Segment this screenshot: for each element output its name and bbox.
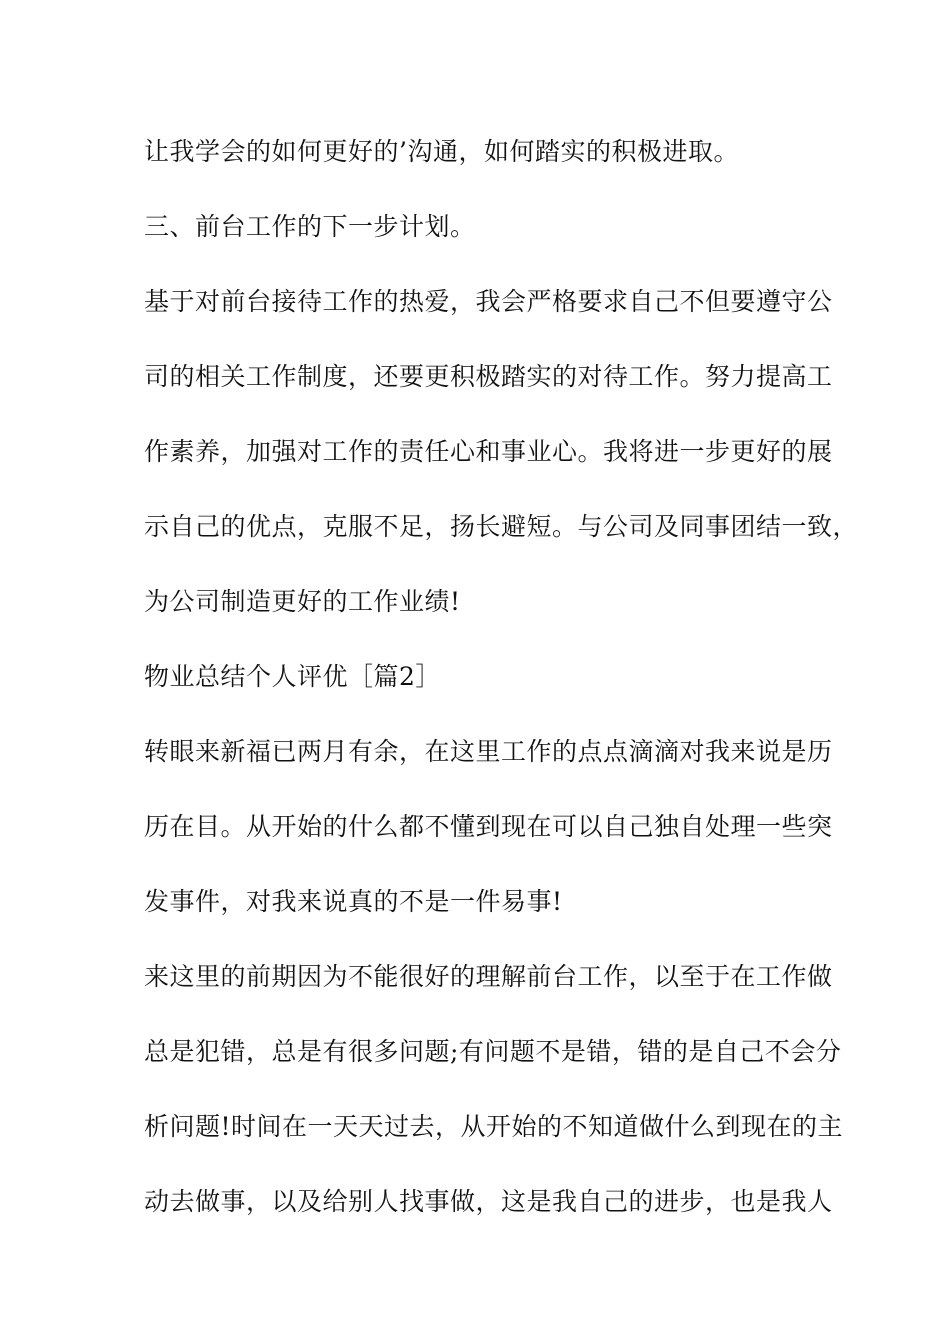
section-heading: 三、前台工作的下一步计划。 [144, 212, 476, 241]
text-line: 基于对前台接待工作的热爱，我会严格要求自己不但要遵守公 [144, 287, 833, 316]
text-line: 示自己的优点，克服不足，扬长避短。与公司及同事团结一致， [144, 512, 859, 541]
text-line: 总是犯错，总是有很多问题;有问题不是错，错的是自己不会分 [144, 1037, 842, 1066]
text-line: 作素养，加强对工作的责任心和事业心。我将进一步更好的展 [144, 437, 833, 466]
text-line: 析问题!时间在一天天过去，从开始的不知道做什么到现在的主 [144, 1112, 844, 1141]
text-line: 历在目。从开始的什么都不懂到现在可以自己独自处理一些突 [144, 812, 833, 841]
text-line: 让我学会的如何更好的’沟通，如何踏实的积极进取。 [144, 137, 739, 166]
section-heading: 物业总结个人评优［篇2］ [144, 662, 441, 691]
text-line: 发事件，对我来说真的不是一件易事! [144, 887, 563, 916]
text-line: 转眼来新福已两月有余，在这里工作的点点滴滴对我来说是历 [144, 737, 833, 766]
text-line: 为公司制造更好的工作业绩! [144, 587, 461, 616]
text-line: 司的相关工作制度，还要更积极踏实的对待工作。努力提高工 [144, 362, 833, 391]
text-line: 来这里的前期因为不能很好的理解前台工作，以至于在工作做 [144, 962, 833, 991]
text-line: 动去做事，以及给别人找事做，这是我自己的进步，也是我人 [144, 1187, 833, 1216]
